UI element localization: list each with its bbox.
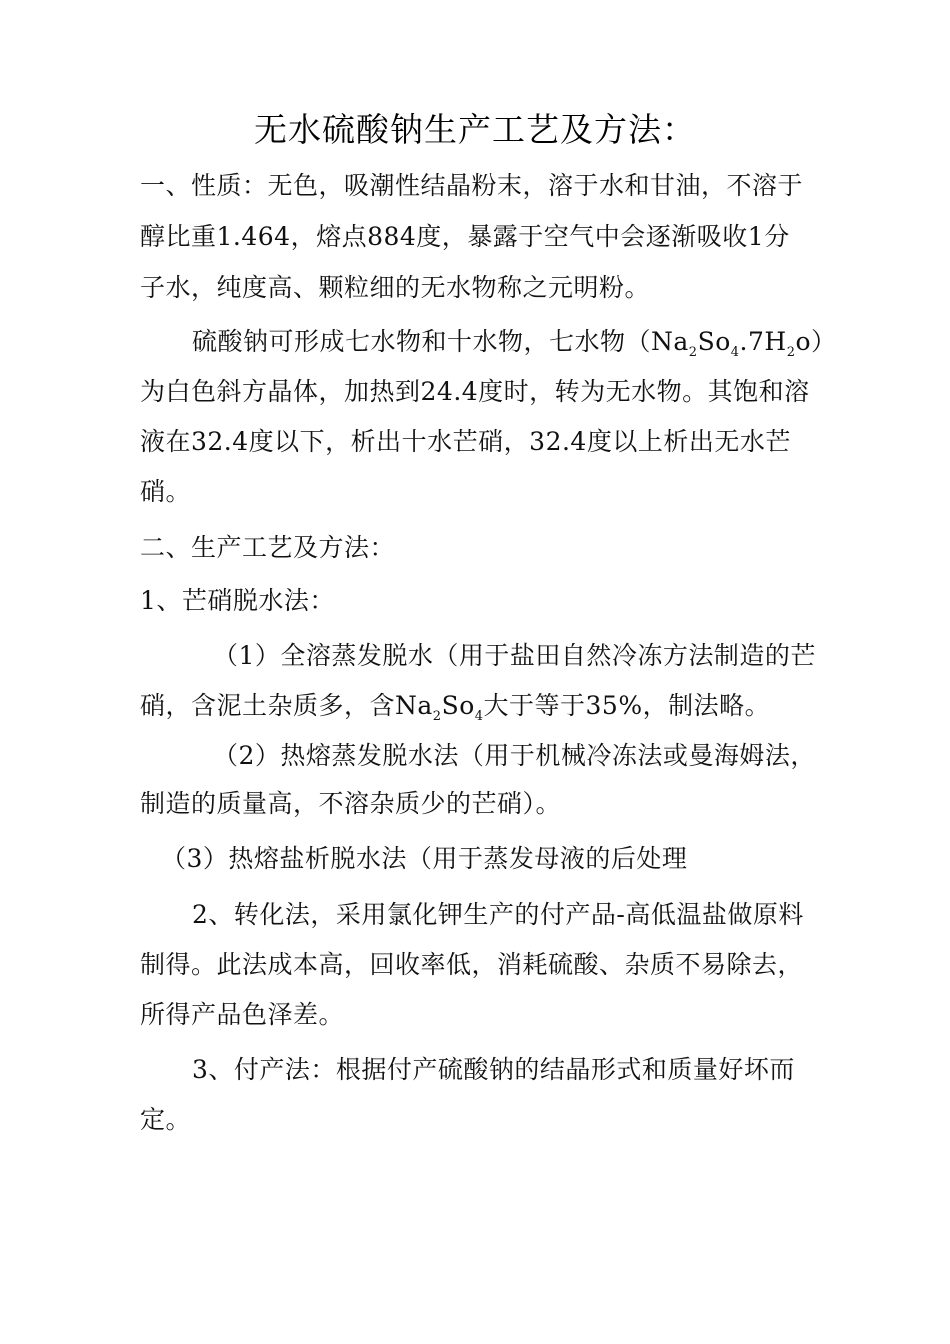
item1-line1: （1）全溶蒸发脱水（用于盐田自然冷冻方法制造的芒 [213,641,816,670]
item1-line2-pre: 硝，含泥土杂质多，含Na [140,691,433,720]
section1-line1: 一、性质：无色，吸潮性结晶粉末，溶于水和甘油，不溶于 [140,171,804,200]
para2-line4: 硝。 [140,477,192,506]
item1-line2 [140,688,770,724]
item2-line1: （2）热熔蒸发脱水法（用于机械冷冻法或曼海姆法， [213,741,816,770]
subscript: 2 [432,709,442,724]
para2-line1-mid: So [697,327,731,356]
subscript: 2 [786,345,796,360]
method2-line2: 制得。此法成本高，回收率低，消耗硫酸、杂质不易除去， [140,950,804,979]
item1-line2-post: 大于等于35%，制法略。 [483,691,771,720]
subscript: 2 [688,345,698,360]
section2-heading: 二、生产工艺及方法： [140,533,396,562]
item1-line2-mid: So [441,691,475,720]
para2-line1-pre: 硫酸钠可形成七水物和十水物，七水物（Na [192,327,689,356]
section1-line3: 子水，纯度高、颗粒细的无水物称之元明粉。 [140,273,651,302]
method2-line1: 2、转化法，采用氯化钾生产的付产品-高低温盐做原料 [192,900,804,929]
para2-line1 [192,324,837,360]
para2-line1-mid2: .7H [739,327,787,356]
method3-line1: 3、付产法：根据付产硫酸钠的结晶形式和质量好坏而 [192,1055,795,1084]
para2-line2: 为白色斜方晶体，加热到24.4度时，转为无水物。其饱和溶 [140,377,810,406]
item2-line2: 制造的质量高，不溶杂质少的芒硝）。 [140,789,562,818]
method1-heading: 1、芒硝脱水法： [140,586,335,615]
section1-line2: 醇比重1.464，熔点884度，暴露于空气中会逐渐吸收1分 [140,222,790,251]
method3-line2: 定。 [140,1105,192,1134]
para2-line3: 液在32.4度以下，析出十水芒硝，32.4度以上析出无水芒 [140,427,791,456]
subscript: 4 [474,709,484,724]
document-title: 无水硫酸钠生产工艺及方法： [254,110,696,149]
item3-line1: （3）热熔盐析脱水法（用于蒸发母液的后处理 [161,844,688,873]
subscript: 4 [730,345,740,360]
para2-line1-post: o） [795,327,837,356]
method2-line3: 所得产品色泽差。 [140,1000,345,1029]
